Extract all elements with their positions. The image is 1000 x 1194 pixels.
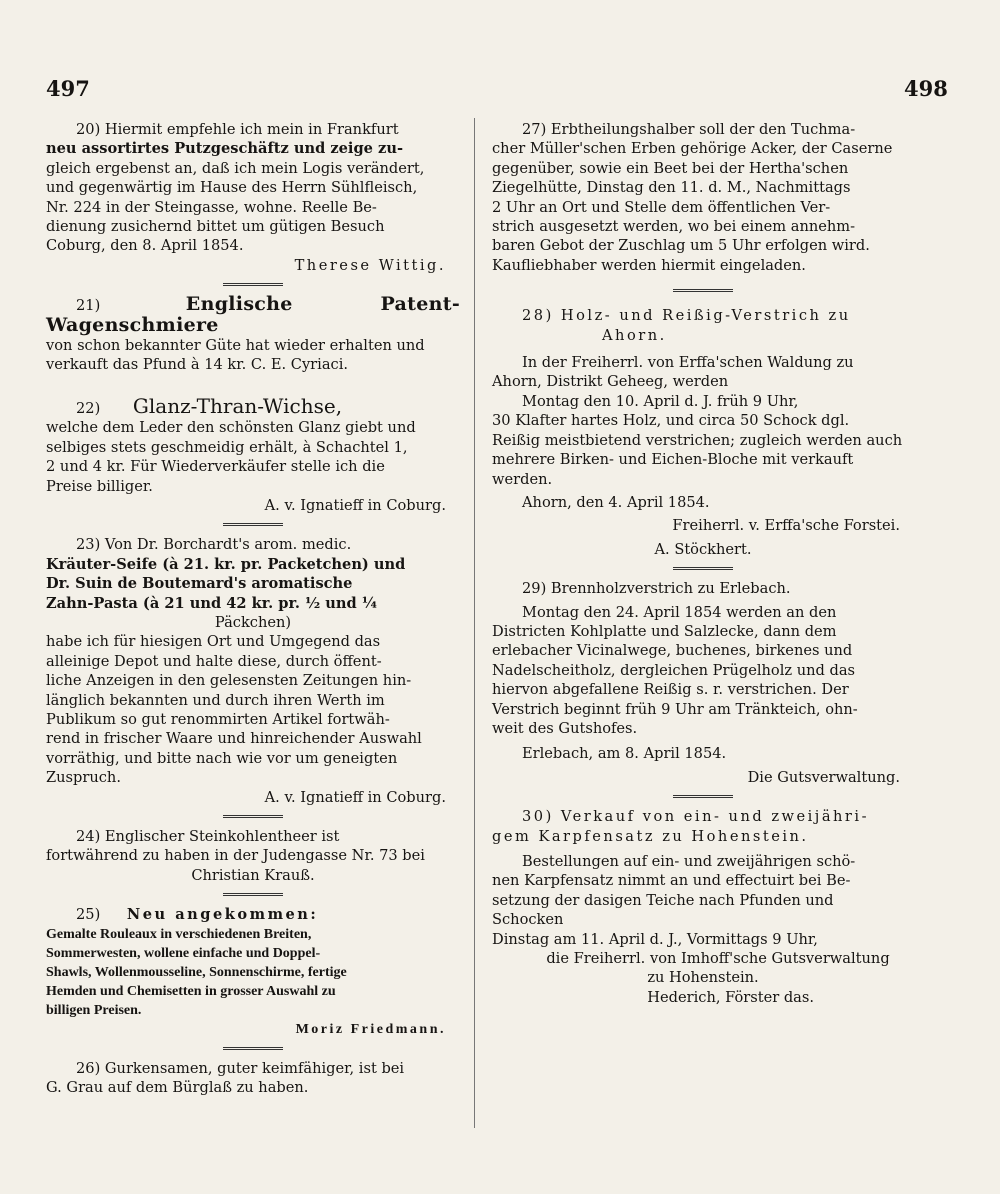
notice-29-line: hiervon abgefallene Reißig s. r. verstrichen. Der bbox=[492, 681, 849, 699]
notice-23-line: alleinige Depot und halte diese, durch öffent- bbox=[46, 652, 382, 670]
notice-24-line: 24) Englischer Steinkohlentheer ist bbox=[76, 828, 340, 845]
notice-20-line: Coburg, den 8. April 1854. bbox=[46, 237, 244, 255]
notice-28-line: Reißig meistbietend verstrichen; zugleich werden auch bbox=[492, 431, 903, 449]
notice-28-line: Montag den 10. April d. J. früh 9 Uhr, bbox=[522, 392, 799, 410]
notice-23-signature: A. v. Ignatieff in Coburg. bbox=[264, 788, 446, 806]
notice-27-line: gegenüber, sowie ein Beet bei der Hertha'schen bbox=[492, 159, 849, 177]
notice-20-line: dienung zusichernd bittet um gütigen Besuch bbox=[46, 218, 385, 236]
notice-28-line: mehrere Birken- und Eichen-Bloche mit verkauft bbox=[492, 451, 854, 469]
notice-30-signature: die Freiherrl. von Imhoff'sche Gutsverwaltung bbox=[546, 950, 890, 968]
notice-23-head: 23) Von Dr. Borchardt's arom. medic. bbox=[76, 536, 352, 554]
notice-23-head: Zahn-Pasta (à 21 und 42 kr. pr. ½ und ¼ bbox=[46, 594, 378, 612]
left-column bbox=[46, 120, 460, 1103]
notice-22-line: 2 und 4 kr. Für Wiederverkäufer stelle ich die bbox=[46, 458, 385, 476]
notice-22-signature: A. v. Ignatieff in Coburg. bbox=[264, 496, 446, 514]
notice-22-number: 22) bbox=[76, 399, 101, 417]
notice-22 bbox=[46, 393, 460, 515]
notice-30-title: 30) Verkauf von ein- und zweijähri- bbox=[522, 808, 870, 826]
separator-rule bbox=[223, 523, 283, 526]
notice-21-line: von schon bekannter Güte hat wieder erhalten und bbox=[46, 337, 425, 355]
notice-28-line: Ahorn, den 4. April 1854. bbox=[522, 493, 710, 511]
notice-27-line: strich ausgesetzt werden, wo bei einem annehm- bbox=[492, 218, 856, 236]
notice-24-name: Christian Krauß. bbox=[191, 866, 315, 884]
page-number-right: 498 bbox=[904, 76, 948, 101]
notice-23-line: vorräthig, und bitte nach wie vor um geneigten bbox=[46, 749, 398, 767]
notice-20-line: gleich ergebenst an, daß ich mein Logis verändert, bbox=[46, 159, 425, 177]
notice-29-line: Districten Kohlplatte und Salzlecke, dann dem bbox=[492, 622, 837, 640]
notice-29-line: Montag den 24. April 1854 werden an den bbox=[522, 603, 837, 621]
notice-26-line: 26) Gurkensamen, guter keimfähiger, ist bei bbox=[76, 1059, 405, 1077]
notice-29-line: Verstrich beginnt früh 9 Uhr am Tränkteich, ohn- bbox=[492, 700, 858, 718]
notice-25-number: 25) bbox=[76, 906, 101, 924]
notice-20-signature: Therese Wittig. bbox=[294, 256, 446, 274]
notice-28-signature: Freiherrl. v. Erffa'sche Forstei. bbox=[672, 517, 900, 535]
notice-25-line: billigen Preisen. bbox=[46, 1002, 142, 1018]
notice-22-line: selbiges stets geschmeidig erhält, à Schachtel 1, bbox=[46, 438, 408, 456]
notice-28-line: 30 Klafter hartes Holz, und circa 50 Schock dgl. bbox=[492, 412, 850, 430]
notice-28-line: werden. bbox=[492, 470, 553, 488]
notice-30-title: gem Karpfensatz zu Hohenstein. bbox=[492, 827, 809, 845]
separator-rule bbox=[223, 815, 283, 818]
notice-27 bbox=[492, 120, 914, 275]
notice-27-line: cher Müller'schen Erben gehörige Acker, der Caserne bbox=[492, 140, 893, 158]
notice-29-signature: Die Gutsverwaltung. bbox=[747, 768, 900, 786]
notice-21-line: verkauft das Pfund à 14 kr. C. E. Cyriaci. bbox=[46, 356, 349, 374]
notice-25-line: Hemden und Chemisetten in grosser Auswahl zu bbox=[46, 983, 336, 999]
notice-28-title: Ahorn. bbox=[602, 326, 667, 344]
notice-30-line: Schocken bbox=[492, 911, 564, 929]
notice-27-line: Ziegelhütte, Dinstag den 11. d. M., Nachmittags bbox=[492, 179, 851, 197]
notice-20-line: 20) Hiermit empfehle ich mein in Frankfurt bbox=[76, 121, 399, 138]
notice-20-line: Nr. 224 in der Steingasse, wohne. Reelle Be- bbox=[46, 198, 377, 216]
notice-29-line: weit des Gutshofes. bbox=[492, 719, 638, 737]
notice-26-line: G. Grau auf dem Bürglaß zu haben. bbox=[46, 1079, 309, 1097]
notice-28-title: 28) Holz- und Reißig-Verstrich zu bbox=[522, 307, 851, 325]
notice-29 bbox=[492, 579, 914, 787]
notice-27-line: Kaufliebhaber werden hiermit eingeladen. bbox=[492, 256, 806, 274]
notice-22-line: welche dem Leder den schönsten Glanz giebt und bbox=[46, 419, 416, 437]
notice-23-head: Dr. Suin de Boutemard's aromatische bbox=[46, 575, 353, 593]
notice-28-line: Ahorn, Distrikt Geheeg, werden bbox=[492, 373, 729, 391]
notice-30-line: setzung der dasigen Teiche nach Pfunden und bbox=[492, 891, 834, 909]
separator-rule bbox=[673, 567, 733, 570]
notice-22-line: Preise billiger. bbox=[46, 477, 153, 495]
notice-30 bbox=[492, 807, 914, 1007]
right-column bbox=[492, 120, 914, 1013]
notice-27-line: baren Gebot der Zuschlag um 5 Uhr erfolgen wird. bbox=[492, 237, 870, 255]
notice-21-title: Englische Patent-Wagenschmiere bbox=[46, 293, 461, 336]
notice-24 bbox=[46, 827, 460, 885]
notice-28-signature: A. Stöckhert. bbox=[654, 540, 752, 558]
notice-28-line: In der Freiherrl. von Erffa'schen Waldung zu bbox=[522, 354, 854, 372]
notice-27-line: 27) Erbtheilungshalber soll der den Tuchma- bbox=[522, 121, 856, 138]
separator-rule bbox=[223, 893, 283, 896]
notice-25-line: Sommerwesten, wollene einfache und Doppel- bbox=[46, 945, 321, 961]
separator-rule bbox=[673, 795, 733, 798]
notice-21 bbox=[46, 295, 460, 375]
notice-25-line: Shawls, Wollenmousseline, Sonnenschirme, fertige bbox=[46, 964, 347, 980]
notice-30-signature: zu Hohenstein. bbox=[647, 969, 759, 987]
notice-30-signature: Hederich, Förster das. bbox=[647, 988, 814, 1006]
notice-29-line: Erlebach, am 8. April 1854. bbox=[522, 745, 727, 763]
notice-23-line: länglich bekannten und durch ihren Werth im bbox=[46, 691, 385, 709]
notice-20 bbox=[46, 120, 460, 275]
notice-23-head: Kräuter-Seife (à 21. kr. pr. Packetchen) und bbox=[46, 555, 406, 573]
notice-20-line: und gegenwärtig im Hause des Herrn Sühlfleisch, bbox=[46, 179, 418, 197]
notice-23 bbox=[46, 535, 460, 807]
notice-23-line: habe ich für hiesigen Ort und Umgegend das bbox=[46, 633, 381, 651]
notice-26 bbox=[46, 1059, 460, 1098]
notice-25-line: Gemalte Rouleaux in verschiedenen Breiten, bbox=[46, 926, 312, 942]
separator-rule bbox=[223, 1047, 283, 1050]
notice-23-head-end: Päckchen) bbox=[214, 613, 292, 631]
notice-23-line: rend in frischer Waare und hinreichender Auswahl bbox=[46, 730, 422, 748]
notice-30-line: nen Karpfensatz nimmt an und effectuirt bei Be- bbox=[492, 872, 851, 890]
notice-22-title: Glanz-Thran-Wichse, bbox=[132, 393, 343, 418]
separator-rule bbox=[223, 283, 283, 286]
notice-21-number: 21) bbox=[76, 297, 101, 315]
notice-25-title: Neu angekommen: bbox=[126, 906, 319, 924]
notice-25-signature: Moriz Friedmann. bbox=[295, 1021, 446, 1037]
notice-30-line: Dinstag am 11. April d. J., Vormittags 9 Uhr, bbox=[492, 930, 818, 948]
separator-rule bbox=[673, 289, 733, 292]
column-divider bbox=[474, 118, 475, 1128]
notice-29-title: 29) Brennholzverstrich zu Erlebach. bbox=[522, 580, 791, 598]
notice-25 bbox=[46, 905, 460, 1038]
notice-23-line: Zuspruch. bbox=[46, 769, 121, 787]
notice-29-line: Nadelscheitholz, dergleichen Prügelholz und das bbox=[492, 661, 856, 679]
notice-23-line: Publikum so gut renommirten Artikel fortwäh- bbox=[46, 710, 390, 728]
notice-29-line: erlebacher Vicinalwege, buchenes, birkenes und bbox=[492, 642, 853, 660]
notice-30-line: Bestellungen auf ein- und zweijährigen schö- bbox=[522, 853, 856, 870]
notice-23-line: liche Anzeigen in den gelesensten Zeitungen hin- bbox=[46, 672, 412, 690]
notice-27-line: 2 Uhr an Ort und Stelle dem öffentlichen Ver- bbox=[492, 198, 831, 216]
page-number-left: 497 bbox=[46, 76, 90, 101]
notice-20-line: neu assortirtes Putzgeschäftz und zeige zu- bbox=[46, 140, 403, 158]
notice-24-line: fortwährend zu haben in der Judengasse Nr. 73 bei bbox=[46, 847, 425, 865]
notice-28 bbox=[492, 306, 914, 559]
